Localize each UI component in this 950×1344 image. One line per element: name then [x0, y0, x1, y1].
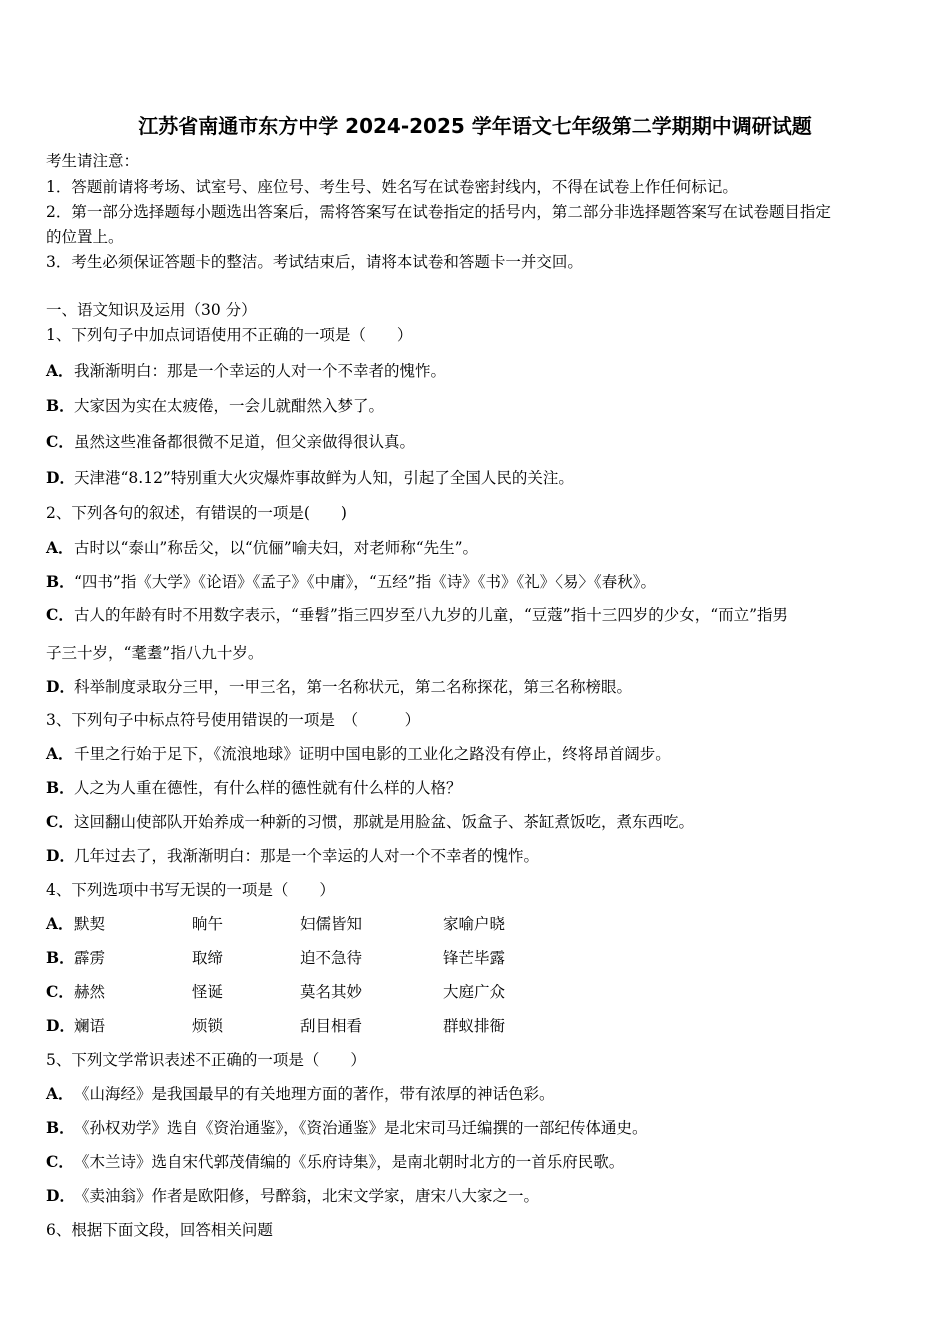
- option-label: B．: [46, 948, 75, 967]
- option-label: A．: [46, 361, 74, 380]
- option-label: C．: [46, 432, 74, 451]
- option-text: 《木兰诗》选自宋代郭茂倩编的《乐府诗集》，是南北朝时北方的一首乐府民歌。: [74, 1153, 625, 1171]
- option-label: A．: [46, 538, 74, 557]
- option-row-4a: [46, 914, 906, 934]
- option-text: 大家因为实在太疲倦，一会儿就酣然入梦了。: [74, 397, 385, 415]
- notice-item: 的位置上。: [46, 228, 124, 246]
- option-2d: [46, 677, 632, 697]
- question-stem-6: 6、根据下面文段，回答相关问题: [46, 1221, 273, 1239]
- option-label: D．: [46, 1186, 75, 1205]
- option-text: 人之为人重在德性，有什么样的德性就有什么样的人格？: [74, 779, 462, 797]
- option-text: 几年过去了，我渐渐明白：那是一个幸运的人对一个不幸者的愧怍。: [74, 847, 540, 865]
- question-stem-3: 3、下列句子中标点符号使用错误的一项是 （ ）: [46, 711, 421, 729]
- option-text: 虽然这些准备都很微不足道，但父亲做得很认真。: [74, 433, 416, 451]
- question-stem-4: 4、下列选项中书写无误的一项是（ ）: [46, 881, 335, 899]
- option-label: C．: [46, 1152, 74, 1171]
- option-label: B．: [46, 778, 75, 797]
- notice-item: 3．考生必须保证答题卡的整洁。考试结束后，请将本试卷和答题卡一并交回。: [46, 253, 583, 271]
- option-text: 古人的年龄有时不用数字表示，“垂髫”指三四岁至八九岁的儿童，“豆蔻”指十三四岁的少女，“而立”指男: [74, 606, 789, 624]
- option-2a: [46, 538, 478, 558]
- option-1c: [46, 432, 415, 452]
- word: 刮目相看: [300, 1017, 363, 1035]
- option-1a: [46, 361, 446, 381]
- option-text: 古时以“泰山”称岳父，以“伉俪”喻夫妇，对老师称“先生”。: [74, 539, 479, 557]
- notice-item: 1．答题前请将考场、试室号、座位号、考生号、姓名写在试卷密封线内，不得在试卷上作任何标记。: [46, 178, 738, 196]
- option-1b: [46, 396, 384, 416]
- option-label: D．: [46, 677, 75, 696]
- option-label: B．: [46, 572, 75, 591]
- option-5a: [46, 1084, 555, 1104]
- option-label: B．: [46, 396, 75, 415]
- option-3d: [46, 846, 539, 866]
- option-text: 科举制度录取分三甲，一甲三名，第一名称状元，第二名称探花，第三名称榜眼。: [74, 678, 633, 696]
- page-title: 江苏省南通市东方中学 2024-2025 学年语文七年级第二学期期中调研试题: [138, 114, 812, 138]
- option-text: 千里之行始于足下，《流浪地球》证明中国电影的工业化之路没有停止，终将昂首阔步。: [74, 745, 671, 763]
- word: 大庭广众: [443, 983, 506, 1001]
- option-label: A．: [46, 744, 74, 763]
- word: 斓语: [74, 1017, 106, 1035]
- option-label: C．: [46, 812, 74, 831]
- option-label: B．: [46, 1118, 75, 1137]
- option-1d: [46, 468, 574, 488]
- option-row-4b: [46, 948, 906, 968]
- question-stem-5: 5、下列文学常识表述不正确的一项是（ ）: [46, 1051, 366, 1069]
- notice-item: 2．第一部分选择题每小题选出答案后，需将答案写在试卷指定的括号内，第二部分非选择题答案写在试卷题目指定: [46, 203, 831, 221]
- option-label: D．: [46, 846, 75, 865]
- word: 霹雳: [74, 949, 106, 967]
- option-5c: [46, 1152, 624, 1172]
- word: 迫不急待: [300, 949, 363, 967]
- option-label: A．: [46, 914, 74, 933]
- option-2b: [46, 572, 656, 592]
- option-2c: [46, 605, 788, 625]
- question-stem-1: 1、下列句子中加点词语使用不正确的一项是（ ）: [46, 326, 413, 344]
- word: 妇儒皆知: [300, 915, 363, 933]
- word: 家喻户晓: [443, 915, 506, 933]
- word: 烦锁: [192, 1017, 224, 1035]
- option-text: 《卖油翁》作者是欧阳修，号醉翁，北宋文学家，唐宋八大家之一。: [74, 1187, 540, 1205]
- option-label: C．: [46, 982, 74, 1001]
- word: 群蚁排衙: [443, 1017, 506, 1035]
- option-row-4c: [46, 982, 906, 1002]
- option-text: 这回翻山使部队开始养成一种新的习惯，那就是用脸盆、饭盒子、茶缸煮饭吃，煮东西吃。: [74, 813, 695, 831]
- option-label: D．: [46, 468, 75, 487]
- option-text: 《山海经》是我国最早的有关地理方面的著作，带有浓厚的神话色彩。: [74, 1085, 555, 1103]
- section-heading: 一、语文知识及运用（30 分）: [46, 301, 257, 319]
- word: 莫名其妙: [300, 983, 363, 1001]
- question-stem-2: 2、下列各句的叙述，有错误的一项是( ): [46, 504, 347, 522]
- word: 锋芒毕露: [443, 949, 506, 967]
- option-3a: [46, 744, 671, 764]
- option-5b: [46, 1118, 648, 1138]
- option-3c: [46, 812, 694, 832]
- option-label: C．: [46, 605, 74, 624]
- option-label: D．: [46, 1016, 75, 1035]
- word: 取缔: [192, 949, 224, 967]
- word: 晌午: [192, 915, 224, 933]
- notice-heading: 考生请注意：: [46, 152, 140, 170]
- word: 赫然: [74, 983, 106, 1001]
- option-2c-continued: 子三十岁，“耄耋”指八九十岁。: [46, 644, 264, 662]
- option-row-4d: [46, 1016, 906, 1036]
- option-text: 《孙权劝学》选自《资治通鉴》，《资治通鉴》是北宋司马迁编撰的一部纪传体通史。: [74, 1119, 648, 1137]
- option-text: 我渐渐明白：那是一个幸运的人对一个不幸者的愧怍。: [74, 362, 447, 380]
- option-text: 天津港“8.12”特别重大火灾爆炸事故鲜为人知，引起了全国人民的关注。: [74, 469, 574, 487]
- option-3b: [46, 778, 462, 798]
- option-5d: [46, 1186, 539, 1206]
- option-text: “四书”指《大学》《论语》《孟子》《中庸》，“五经”指《诗》《书》《礼》〈易〉《春秋》。: [74, 573, 656, 591]
- word: 默契: [74, 915, 106, 933]
- option-label: A．: [46, 1084, 74, 1103]
- word: 怪诞: [192, 983, 224, 1001]
